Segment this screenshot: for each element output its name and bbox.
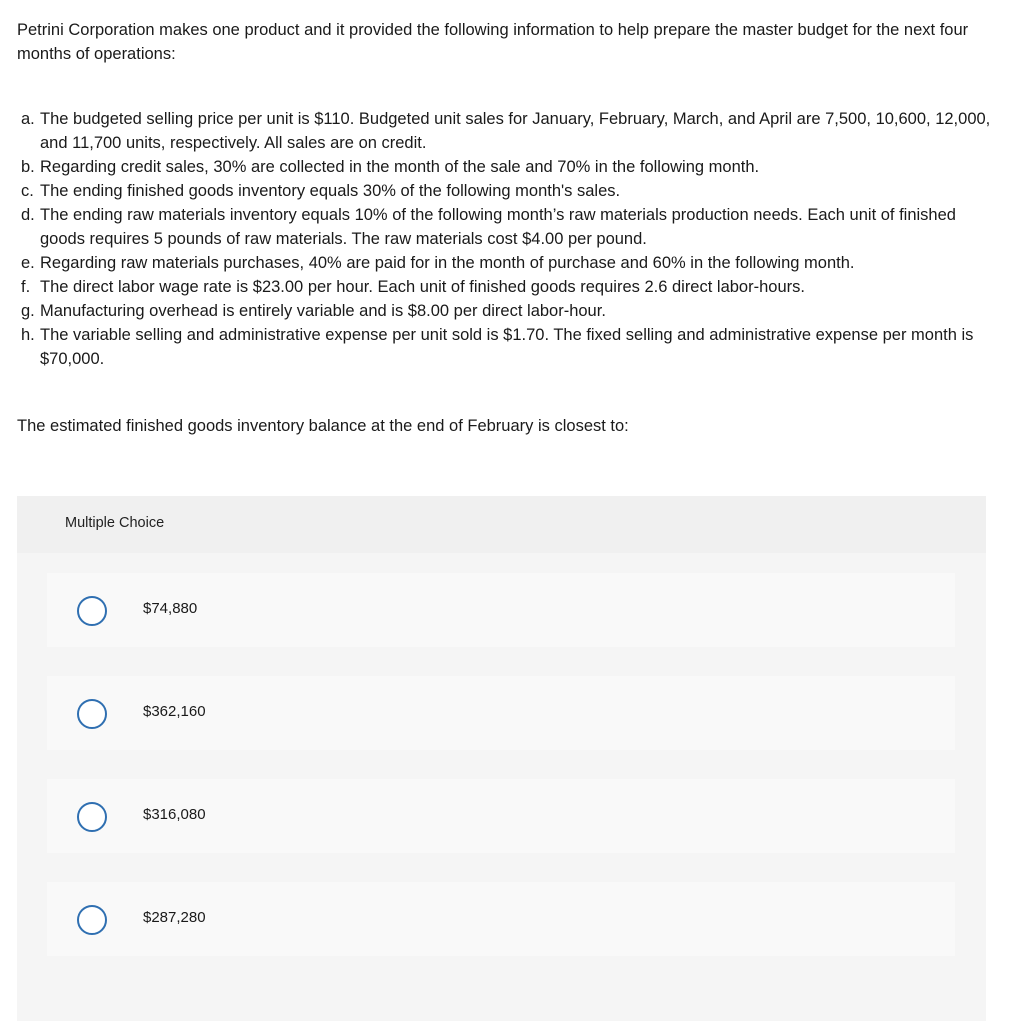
list-item: [21, 107, 996, 155]
choice-label: $74,880: [143, 600, 198, 617]
radio-button[interactable]: [77, 699, 107, 729]
list-item: [21, 155, 996, 179]
item-letter: f.: [21, 278, 31, 296]
choice-option-1[interactable]: [47, 573, 955, 647]
multiple-choice-panel: [17, 496, 986, 1021]
list-item: [21, 299, 996, 323]
list-item: [21, 203, 996, 251]
requirements-list: [21, 107, 996, 371]
item-letter: c.: [21, 182, 34, 200]
item-text: The variable selling and administrative expense per unit sold is $1.70. The fixed selling and administrative expense per month is $70,000.: [40, 326, 974, 368]
choices-area: [17, 553, 986, 1021]
item-letter: a.: [21, 110, 35, 128]
item-letter: g.: [21, 302, 35, 320]
choice-label: $316,080: [143, 806, 206, 823]
multiple-choice-header: Multiple Choice: [65, 515, 165, 531]
item-letter: b.: [21, 158, 35, 176]
radio-button[interactable]: [77, 802, 107, 832]
item-letter: h.: [21, 326, 35, 344]
problem-intro: Petrini Corporation makes one product and it provided the following information to help prepare the master budget for the next four months of operations:: [17, 21, 969, 63]
item-text: The budgeted selling price per unit is $110. Budgeted unit sales for January, February, March, and April are 7,500, 10,600, 12,000, and 11,700 units, respectively. All sales are on credit.: [40, 110, 991, 152]
item-letter: d.: [21, 206, 35, 224]
choice-option-3[interactable]: [47, 779, 955, 853]
choice-label: $362,160: [143, 703, 206, 720]
choice-option-4[interactable]: [47, 882, 955, 956]
list-item: [21, 275, 996, 299]
item-text: The ending raw materials inventory equals 10% of the following month’s raw materials production needs. Each unit of finished goods requires 5 pounds of raw materials. The raw materials cost $4.00 per pound.: [40, 206, 956, 248]
item-text: Manufacturing overhead is entirely variable and is $8.00 per direct labor-hour.: [40, 302, 606, 320]
radio-button[interactable]: [77, 596, 107, 626]
item-text: The ending finished goods inventory equals 30% of the following month's sales.: [40, 182, 621, 200]
list-item: [21, 251, 996, 275]
list-item: [21, 179, 996, 203]
list-item: [21, 323, 996, 371]
item-letter: e.: [21, 254, 35, 272]
item-text: Regarding credit sales, 30% are collected in the month of the sale and 70% in the following month.: [40, 158, 760, 176]
radio-button[interactable]: [77, 905, 107, 935]
item-text: Regarding raw materials purchases, 40% are paid for in the month of purchase and 60% in the following month.: [40, 254, 855, 272]
item-text: The direct labor wage rate is $23.00 per hour. Each unit of finished goods requires 2.6 direct labor-hours.: [40, 278, 805, 296]
question-prompt: The estimated finished goods inventory balance at the end of February is closest to:: [17, 417, 629, 435]
choice-option-2[interactable]: [47, 676, 955, 750]
choice-label: $287,280: [143, 909, 206, 926]
